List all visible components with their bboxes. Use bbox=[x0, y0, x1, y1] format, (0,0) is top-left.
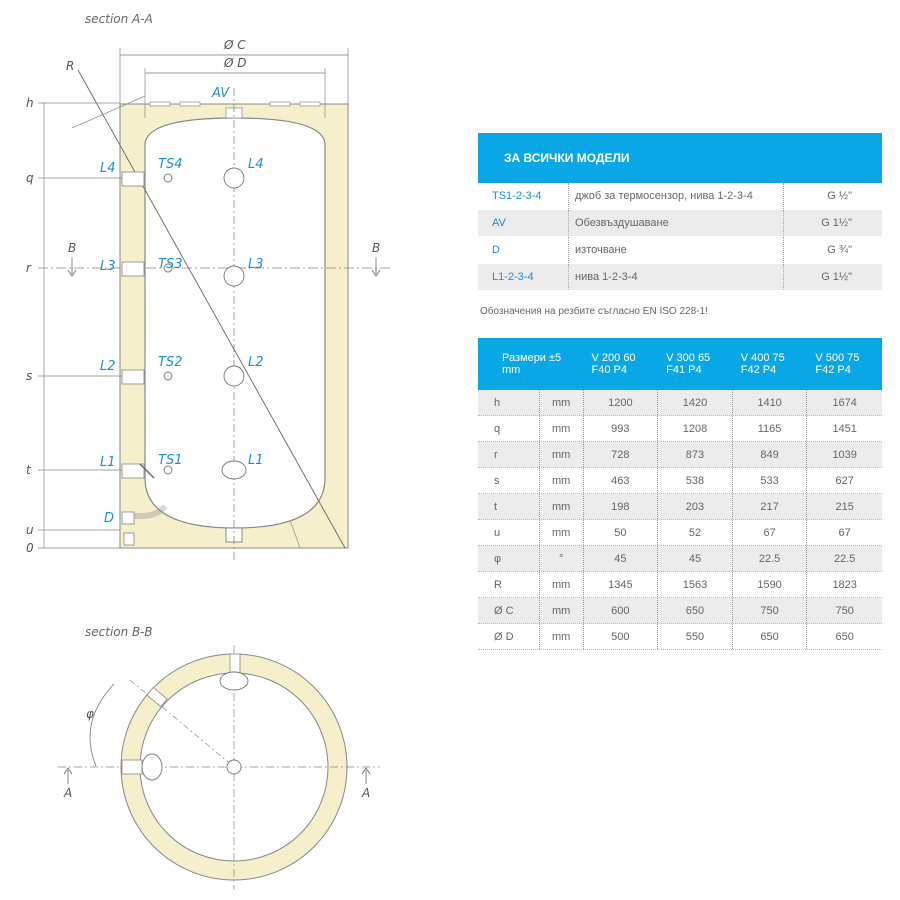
dim-header-cell bbox=[478, 338, 584, 390]
value-cell: 500 bbox=[584, 624, 659, 649]
value-cell: 1590 bbox=[733, 572, 808, 597]
row-label: h bbox=[478, 390, 540, 415]
code-cell: AV bbox=[478, 210, 569, 236]
value-cell: 45 bbox=[584, 546, 659, 571]
section-a-title: section A-A bbox=[85, 12, 153, 26]
row-unit: mm bbox=[540, 624, 584, 649]
row-label: q bbox=[478, 416, 540, 441]
value-cell: 1208 bbox=[658, 416, 733, 441]
row-unit: mm bbox=[540, 390, 584, 415]
desc-cell: нива 1-2-3-4 bbox=[569, 264, 784, 290]
level-t: t bbox=[26, 463, 31, 477]
phi-label: φ bbox=[86, 707, 94, 721]
row-label: s bbox=[478, 468, 540, 493]
center-port bbox=[227, 760, 241, 774]
value-cell: 52 bbox=[658, 520, 733, 545]
row-unit: mm bbox=[540, 468, 584, 493]
value-cell: 1451 bbox=[832, 423, 857, 435]
value-cell: 215 bbox=[835, 501, 854, 513]
value-cell: 217 bbox=[733, 494, 808, 519]
row-label: u bbox=[478, 520, 540, 545]
value-cell: 750 bbox=[733, 598, 808, 623]
row-label: t bbox=[478, 494, 540, 519]
code-cell: D bbox=[478, 237, 569, 263]
value-cell: 849 bbox=[733, 442, 808, 467]
value-cell: 550 bbox=[658, 624, 733, 649]
model-header: V 200 60 F40 P4 bbox=[591, 352, 636, 376]
row-unit: mm bbox=[540, 520, 584, 545]
value-cell: 22.5 bbox=[833, 553, 856, 565]
value-cell: 198 bbox=[584, 494, 659, 519]
b-mark-left: B bbox=[68, 241, 77, 255]
side-opening bbox=[142, 754, 162, 780]
desc-cell: източване bbox=[569, 237, 784, 263]
value-cell: 203 bbox=[658, 494, 733, 519]
level-u: u bbox=[26, 523, 34, 537]
table-row bbox=[478, 468, 882, 494]
a-mark-right: A bbox=[362, 786, 371, 800]
value-cell: 650 bbox=[733, 624, 808, 649]
drain-socket bbox=[122, 512, 134, 524]
value-cell: 463 bbox=[584, 468, 659, 493]
value-cell: 50 bbox=[584, 520, 659, 545]
port-l2-right: L2 bbox=[248, 355, 264, 370]
table-row bbox=[478, 520, 882, 546]
connections-table-header: ЗА ВСИЧКИ МОДЕЛИ bbox=[478, 133, 882, 183]
table-row bbox=[478, 546, 882, 572]
table-row bbox=[478, 416, 882, 442]
table-row bbox=[478, 598, 882, 624]
dimensions-table-header bbox=[478, 338, 882, 390]
value-cell: 1563 bbox=[658, 572, 733, 597]
section-b-title: section B-B bbox=[85, 625, 153, 639]
sensor-ts3: TS3 bbox=[158, 257, 183, 272]
level-r: r bbox=[26, 261, 31, 275]
value-cell: 45 bbox=[658, 546, 733, 571]
port-l3-right: L3 bbox=[248, 257, 264, 272]
code-cell: L1-2-3-4 bbox=[478, 264, 569, 290]
port-l3-left: L3 bbox=[100, 259, 116, 274]
size-cell: G 1½" bbox=[821, 271, 852, 283]
dim-c-label: Ø C bbox=[224, 38, 246, 52]
row-unit: ° bbox=[540, 546, 584, 571]
model-header: V 400 75 F42 P4 bbox=[740, 352, 785, 376]
model-header: V 300 65 F41 P4 bbox=[666, 352, 711, 376]
value-cell: 1410 bbox=[733, 390, 808, 415]
sensor-ts2: TS2 bbox=[158, 355, 183, 370]
a-mark-left: A bbox=[64, 786, 73, 800]
desc-cell: Обезвъздушаване bbox=[569, 210, 784, 236]
sensor-ts1: TS1 bbox=[158, 453, 183, 468]
value-cell: 650 bbox=[835, 631, 854, 643]
dim-header-label: Размери ±5 bbox=[502, 352, 562, 364]
size-cell: G ¾" bbox=[827, 244, 852, 256]
table-row bbox=[478, 442, 882, 468]
level-s: s bbox=[26, 369, 33, 383]
value-cell: 533 bbox=[733, 468, 808, 493]
row-unit: mm bbox=[540, 494, 584, 519]
value-cell: 873 bbox=[658, 442, 733, 467]
b-mark-right: B bbox=[372, 241, 381, 255]
value-cell: 538 bbox=[658, 468, 733, 493]
value-cell: 993 bbox=[584, 416, 659, 441]
port-l4-right: L4 bbox=[248, 157, 264, 172]
table-row bbox=[478, 237, 882, 264]
size-cell: G 1½" bbox=[821, 217, 852, 229]
table-row bbox=[478, 210, 882, 237]
value-cell: 1200 bbox=[584, 390, 659, 415]
row-unit: mm bbox=[540, 598, 584, 623]
row-label: R bbox=[478, 572, 540, 597]
dim-d-label: Ø D bbox=[224, 56, 247, 70]
value-cell: 1420 bbox=[658, 390, 733, 415]
port-d-label: D bbox=[104, 511, 115, 526]
value-cell: 1823 bbox=[832, 579, 857, 591]
value-cell: 600 bbox=[584, 598, 659, 623]
table-row bbox=[478, 624, 882, 650]
connections-table bbox=[478, 133, 882, 291]
table-row bbox=[478, 572, 882, 598]
row-label: Ø C bbox=[478, 598, 540, 623]
size-cell: G ½" bbox=[827, 190, 852, 202]
code-cell: TS1-2-3-4 bbox=[478, 183, 569, 209]
row-unit: mm bbox=[540, 416, 584, 441]
value-cell: 67 bbox=[733, 520, 808, 545]
row-label: φ bbox=[478, 546, 540, 571]
value-cell: 728 bbox=[584, 442, 659, 467]
table-row bbox=[478, 390, 882, 416]
row-unit: mm bbox=[540, 572, 584, 597]
value-cell: 22.5 bbox=[733, 546, 808, 571]
sensor-ts4: TS4 bbox=[158, 157, 183, 172]
dimensions-table bbox=[478, 338, 882, 650]
thread-note: Обозначения на резбите съгласно EN ISO 228-1! bbox=[480, 306, 708, 317]
top-opening bbox=[220, 672, 248, 690]
model-header: V 500 75 F42 P4 bbox=[815, 352, 860, 376]
av-label: AV bbox=[212, 86, 230, 101]
phi-arc bbox=[90, 684, 114, 766]
table-row bbox=[478, 264, 882, 291]
dimensions-table-body bbox=[478, 390, 882, 650]
value-cell: 750 bbox=[835, 605, 854, 617]
desc-cell: джоб за термосензор, нива 1-2-3-4 bbox=[569, 183, 784, 209]
value-cell: 1345 bbox=[584, 572, 659, 597]
dim-r-label: R bbox=[66, 59, 75, 73]
port-l4-left: L4 bbox=[100, 161, 116, 176]
row-label: r bbox=[478, 442, 540, 467]
level-0: 0 bbox=[26, 541, 34, 555]
port-l1-left: L1 bbox=[100, 455, 116, 470]
row-unit: mm bbox=[540, 442, 584, 467]
level-h: h bbox=[26, 96, 34, 110]
port-l1-right: L1 bbox=[248, 453, 264, 468]
value-cell: 1674 bbox=[832, 397, 857, 409]
value-cell: 67 bbox=[838, 527, 851, 539]
port-l2-left: L2 bbox=[100, 359, 116, 374]
table-row bbox=[478, 494, 882, 520]
table-row bbox=[478, 183, 882, 210]
value-cell: 1165 bbox=[733, 416, 808, 441]
dim-header-unit: mm bbox=[502, 364, 521, 376]
row-label: Ø D bbox=[478, 624, 540, 649]
value-cell: 627 bbox=[835, 475, 854, 487]
value-cell: 1039 bbox=[832, 449, 857, 461]
value-cell: 650 bbox=[658, 598, 733, 623]
level-q: q bbox=[26, 171, 34, 185]
